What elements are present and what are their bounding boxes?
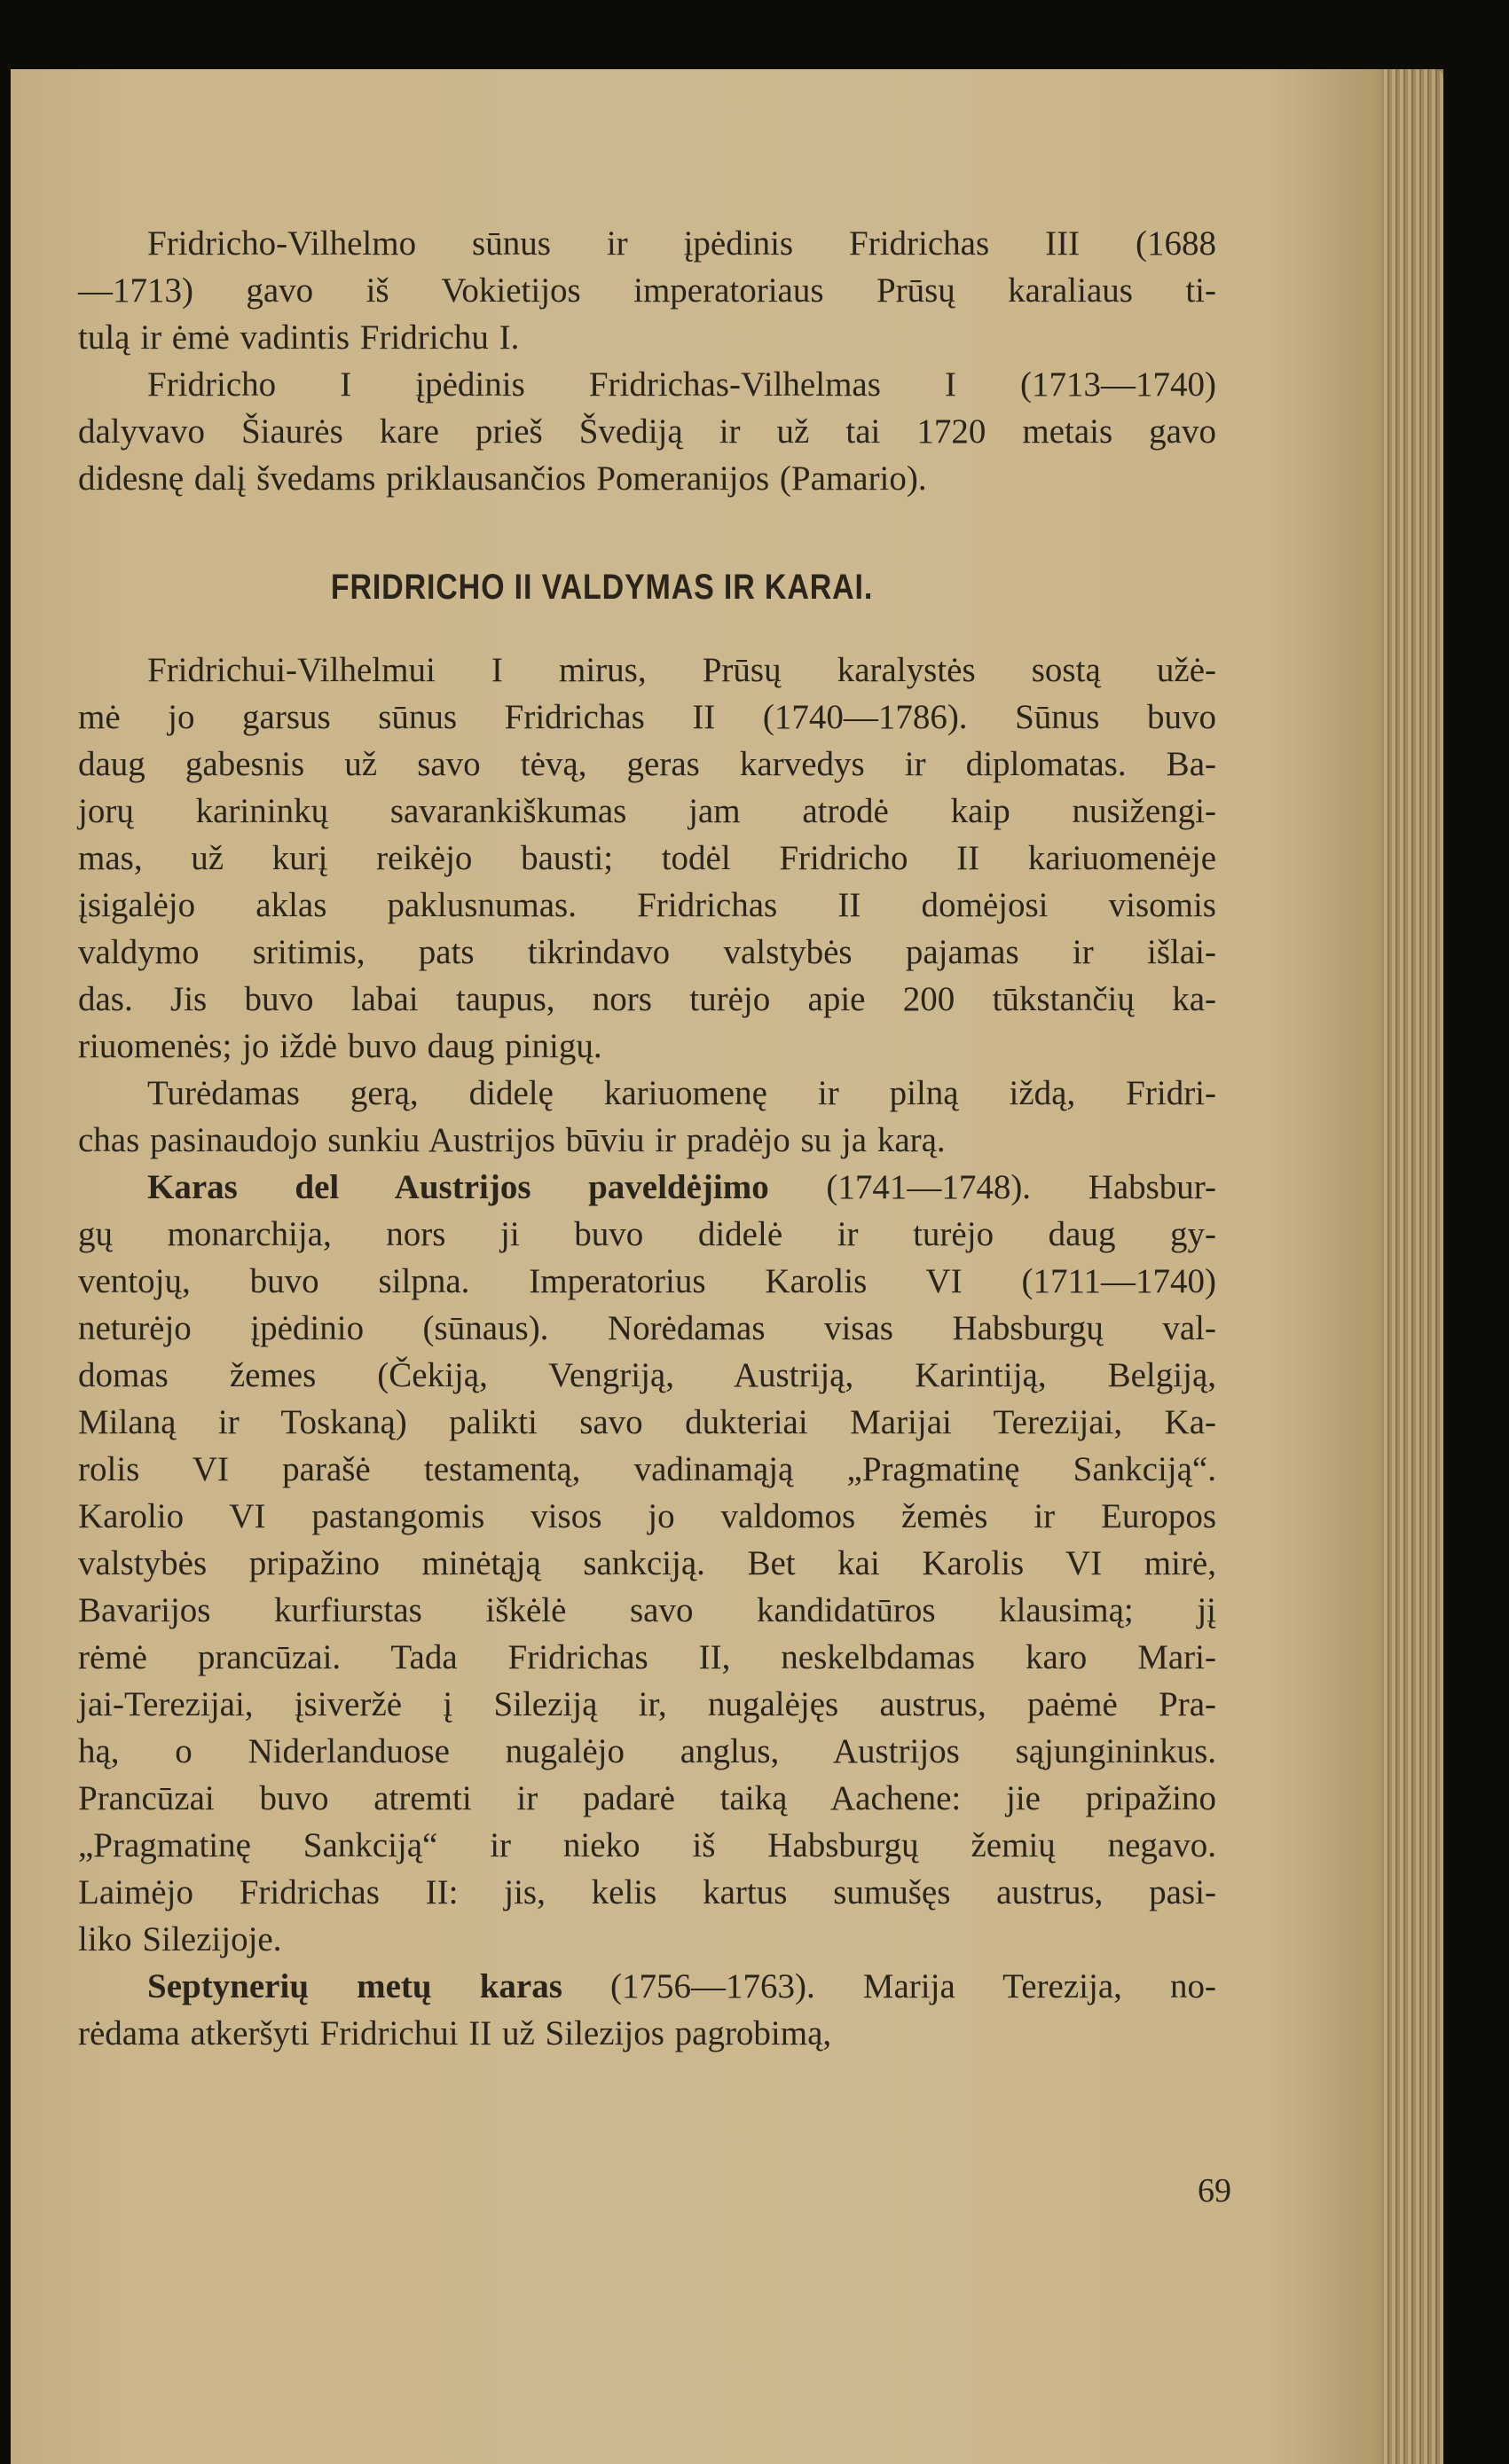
text-run: valdymo sritimis, pats tikrindavo valstybės pajamas ir išlai- [78, 933, 1216, 971]
text-run: Laimėjo Fridrichas II: jis, kelis kartus sumušęs austrus, pasi- [78, 1873, 1216, 1911]
text-line [78, 1493, 1216, 1540]
bold-subheading: Septynerių metų karas [147, 1967, 562, 2005]
text-run: Fridricho I įpėdinis Fridrichas-Vilhelmas I (1713—1740) [147, 365, 1216, 404]
text-line [78, 1775, 1216, 1822]
text-run: chas pasinaudojo sunkiu Austrijos būviu ir pradėjo su ja karą. [78, 1121, 946, 1159]
text-line [78, 267, 1216, 314]
text-line [78, 455, 1216, 502]
paragraph [78, 361, 1216, 502]
text-line [78, 220, 1216, 267]
text-run: rėmė prancūzai. Tada Fridrichas II, neskelbdamas karo Mari- [78, 1638, 1216, 1676]
text-line [78, 1164, 1216, 1211]
text-line [78, 976, 1216, 1023]
section-heading: FRIDRICHO II VALDYMAS IR KARAI. [330, 568, 874, 607]
text-run: (1756—1763). Marija Terezija, no- [562, 1967, 1216, 2005]
text-line [78, 882, 1216, 929]
page-number: 69 [1198, 2172, 1231, 2209]
text-run: hą, o Niderlanduose nugalėjo anglus, Austrijos sąjungininkus. [78, 1732, 1216, 1770]
text-line [78, 1117, 1216, 1164]
text-line [78, 1352, 1216, 1399]
text-run: dalyvavo Šiaurės kare prieš Švediją ir už tai 1720 metais gavo [78, 412, 1216, 451]
text-run: ventojų, buvo silpna. Imperatorius Karolis VI (1711—1740) [78, 1262, 1216, 1300]
text-run: riuomenės; jo iždė buvo daug pinigų. [78, 1027, 602, 1065]
book-page [11, 69, 1443, 2464]
text-run: daug gabesnis už savo tėvą, geras karvedys ir diplomatas. Ba- [78, 745, 1216, 783]
text-run: rėdama atkeršyti Fridrichui II už Silezijos pagrobimą, [78, 2014, 832, 2052]
text-run: gų monarchija, nors ji buvo didelė ir turėjo daug gy- [78, 1215, 1216, 1253]
text-run: das. Jis buvo labai taupus, nors turėjo apie 200 tūkstančių ka- [78, 980, 1216, 1018]
text-line [78, 314, 1216, 361]
text-run: jai-Terezijai, įsiveržė į Sileziją ir, nugalėjęs austrus, paėmė Pra- [78, 1685, 1216, 1723]
text-run: neturėjo įpėdinio (sūnaus). Norėdamas visas Habsburgų val- [78, 1309, 1216, 1347]
bold-subheading: Karas del Austrijos paveldėjimo [147, 1168, 769, 1206]
paragraph [78, 1963, 1216, 2057]
text-line [78, 788, 1216, 835]
text-line [78, 1869, 1216, 1916]
text-run: valstybės pripažino minėtąją sankciją. Bet kai Karolis VI mirė, [78, 1544, 1216, 1582]
text-line [78, 1305, 1216, 1352]
text-line [78, 694, 1216, 741]
text-run: Turėdamas gerą, didelę kariuomenę ir pilną iždą, Fridri- [147, 1074, 1216, 1112]
text-run: domas žemes (Čekiją, Vengriją, Austriją, Karintiją, Belgiją, [78, 1356, 1216, 1394]
text-run: tulą ir ėmė vadintis Fridrichu I. [78, 318, 520, 357]
text-line [78, 1681, 1216, 1728]
text-line [78, 408, 1216, 455]
text-run: Prancūzai buvo atremti ir padarė taiką Aachene: jie pripažino [78, 1779, 1216, 1817]
text-line [78, 1023, 1216, 1070]
text-line [78, 929, 1216, 976]
text-line [78, 835, 1216, 882]
text-line [78, 1211, 1216, 1258]
text-run: Fridricho-Vilhelmo sūnus ir įpėdinis Fridrichas III (1688 [147, 224, 1216, 263]
text-run: Bavarijos kurfiurstas iškėlė savo kandidatūros klausimą; jį [78, 1591, 1216, 1629]
text-line [78, 361, 1216, 408]
text-line [78, 1634, 1216, 1681]
page-edge [1381, 69, 1443, 2464]
text-line [78, 1258, 1216, 1305]
text-line [78, 1728, 1216, 1775]
text-run: Milaną ir Toskaną) palikti savo dukteriai Marijai Terezijai, Ka- [78, 1403, 1216, 1441]
text-run: mas, už kurį reikėjo bausti; todėl Fridricho II kariuomenėje [78, 839, 1216, 877]
text-run: „Pragmatinę Sankciją“ ir nieko iš Habsburgų žemių negavo. [78, 1826, 1216, 1864]
text-line [78, 1963, 1216, 2010]
text-line [78, 741, 1216, 788]
text-run: —1713) gavo iš Vokietijos imperatoriaus Prūsų karaliaus ti- [78, 271, 1216, 310]
text-line [78, 1540, 1216, 1587]
text-line [78, 1587, 1216, 1634]
text-run: jorų karininkų savarankiškumas jam atrodė kaip nusižengi- [78, 792, 1216, 830]
text-run: didesnę dalį švedams priklausančios Pomeranijos (Pamario). [78, 459, 927, 498]
text-line [78, 1916, 1216, 1963]
text-line [78, 1070, 1216, 1117]
text-line [78, 1399, 1216, 1446]
text-line [78, 2010, 1216, 2057]
paragraph [78, 220, 1216, 361]
page-body-text [78, 220, 1216, 2057]
text-line [78, 1822, 1216, 1869]
text-run: rolis VI parašė testamentą, vadinamąją „Pragmatinę Sankciją“. [78, 1450, 1216, 1488]
paragraph [78, 1070, 1216, 1164]
text-line [78, 1446, 1216, 1493]
text-run: liko Silezijoje. [78, 1920, 282, 1958]
text-run: įsigalėjo aklas paklusnumas. Fridrichas II domėjosi visomis [78, 886, 1216, 924]
paragraph [78, 647, 1216, 1070]
text-run: Fridrichui-Vilhelmui I mirus, Prūsų karalystės sostą užė- [147, 651, 1216, 689]
text-run: (1741—1748). Habsbur- [768, 1168, 1216, 1206]
paragraph [78, 1164, 1216, 1963]
text-run: mė jo garsus sūnus Fridrichas II (1740—1786). Sūnus buvo [78, 698, 1216, 736]
text-line [78, 647, 1216, 694]
text-run: Karolio VI pastangomis visos jo valdomos žemės ir Europos [78, 1497, 1216, 1535]
